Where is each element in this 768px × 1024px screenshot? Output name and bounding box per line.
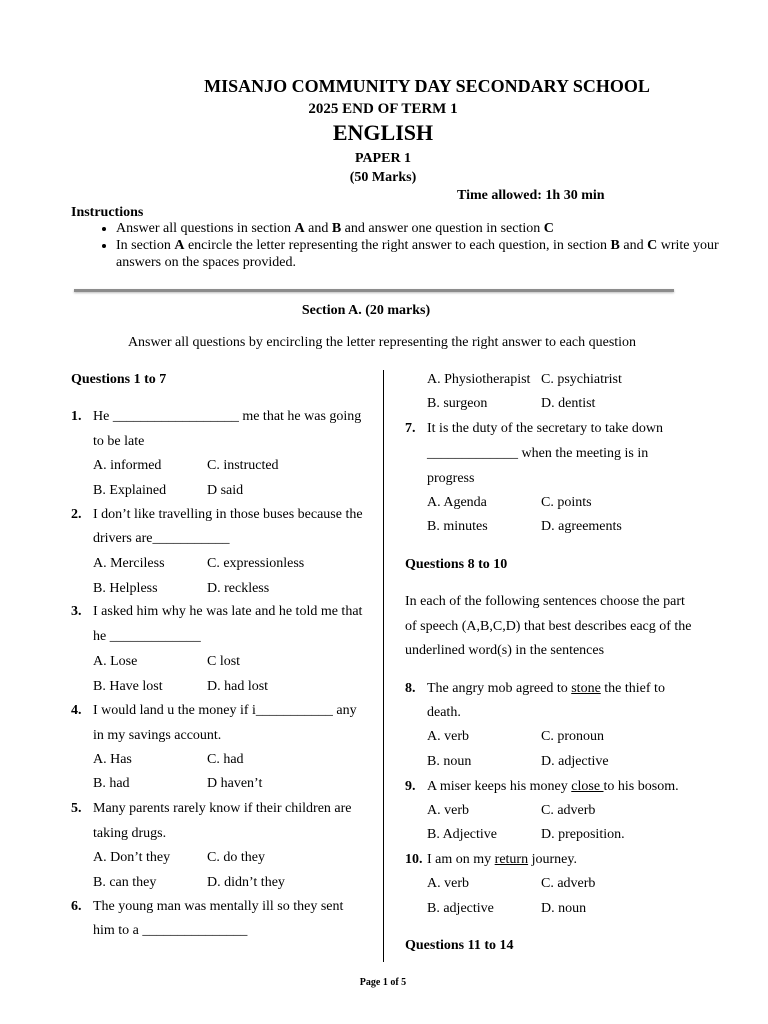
option-d: D. noun bbox=[541, 901, 587, 916]
option-d: D. reckless bbox=[207, 581, 270, 596]
option-c: C. had bbox=[207, 752, 244, 767]
option-d: D. preposition. bbox=[541, 827, 625, 842]
option-d: D. didn’t they bbox=[207, 875, 285, 890]
option-c: C. adverb bbox=[541, 803, 596, 818]
question-text: The young man was mentally ill so they sent bbox=[93, 899, 344, 914]
question-number: 8. bbox=[405, 681, 416, 696]
option-c: C. pronoun bbox=[541, 729, 604, 744]
question-text: He __________________ me that he was going bbox=[93, 409, 362, 424]
column-divider bbox=[383, 370, 384, 962]
questions-heading: Questions 1 to 7 bbox=[71, 372, 167, 387]
option-b: B. minutes bbox=[427, 519, 488, 534]
option-c: C. adverb bbox=[541, 876, 596, 891]
option-c: C. do they bbox=[207, 850, 265, 865]
question-text: The angry mob agreed to stone the thief to bbox=[427, 681, 665, 696]
underlined-word: return bbox=[494, 852, 529, 867]
question-number: 10. bbox=[405, 852, 423, 867]
option-a: A. Agenda bbox=[427, 495, 487, 510]
page-number: Page 1 of 5 bbox=[359, 977, 407, 988]
question-number: 5. bbox=[71, 801, 82, 816]
option-a: A. verb bbox=[427, 876, 469, 891]
option-d: D. dentist bbox=[541, 396, 596, 411]
question-text: I would land u the money if i___________ any bbox=[93, 703, 357, 718]
option-a: A. verb bbox=[427, 803, 469, 818]
option-c: C. points bbox=[541, 495, 592, 510]
option-d: D haven’t bbox=[207, 776, 263, 791]
option-a: A. Physiotherapist bbox=[427, 372, 531, 387]
instructions-heading: Instructions bbox=[71, 205, 144, 220]
option-b: B. Explained bbox=[93, 483, 167, 498]
option-c: C. psychiatrist bbox=[541, 372, 622, 387]
question-number: 7. bbox=[405, 421, 416, 436]
horizontal-rule bbox=[74, 289, 674, 292]
question-text: Many parents rarely know if their children are bbox=[93, 801, 352, 816]
option-b: B. Have lost bbox=[93, 679, 163, 694]
question-text: taking drugs. bbox=[93, 826, 167, 841]
instruction-item: • Answer all questions in section A and B and answer one question in section C bbox=[116, 220, 736, 237]
section-a-instruction: Answer all questions by encircling the letter representing the right answer to each question bbox=[127, 335, 637, 350]
section-intro: underlined word(s) in the sentences bbox=[405, 643, 605, 658]
option-d: D. agreements bbox=[541, 519, 622, 534]
option-a: A. Has bbox=[93, 752, 132, 767]
option-b: B. adjective bbox=[427, 901, 494, 916]
instructions-list bbox=[71, 220, 736, 271]
option-a: A. Lose bbox=[93, 654, 138, 669]
option-b: B. noun bbox=[427, 754, 472, 769]
underlined-word: close bbox=[571, 779, 604, 794]
question-number: 3. bbox=[71, 604, 82, 619]
instruction-item: • In section A encircle the letter representing the right answer to each question, in section B and C write your answers on the spaces provided. bbox=[116, 237, 736, 271]
paper-number: PAPER 1 bbox=[354, 151, 412, 166]
option-a: A. Don’t they bbox=[93, 850, 171, 865]
question-number: 2. bbox=[71, 507, 82, 522]
question-text: in my savings account. bbox=[93, 728, 222, 743]
option-b: B. Adjective bbox=[427, 827, 497, 842]
question-number: 6. bbox=[71, 899, 82, 914]
questions-heading: Questions 8 to 10 bbox=[405, 557, 508, 572]
option-a: A. Merciless bbox=[93, 556, 165, 571]
question-text: I don’t like travelling in those buses because the bbox=[93, 507, 363, 522]
questions-heading: Questions 11 to 14 bbox=[405, 938, 514, 953]
school-name: MISANJO COMMUNITY DAY SECONDARY SCHOOL bbox=[204, 76, 650, 96]
option-c: C. instructed bbox=[207, 458, 279, 473]
section-intro: of speech (A,B,C,D) that best describes eacg of the bbox=[405, 619, 692, 634]
section-intro: In each of the following sentences choose the part bbox=[405, 594, 685, 609]
option-b: B. surgeon bbox=[427, 396, 488, 411]
option-b: B. Helpless bbox=[93, 581, 158, 596]
option-c: C lost bbox=[207, 654, 241, 669]
question-text: to be late bbox=[93, 434, 145, 449]
question-text: death. bbox=[427, 705, 461, 720]
question-text: progress bbox=[427, 471, 475, 486]
question-number: 9. bbox=[405, 779, 416, 794]
question-text: him to a _______________ bbox=[93, 923, 248, 938]
question-number: 1. bbox=[71, 409, 82, 424]
option-d: D said bbox=[207, 483, 244, 498]
question-text: _____________ when the meeting is in bbox=[427, 446, 649, 461]
option-d: D. had lost bbox=[207, 679, 269, 694]
time-allowed: Time allowed: 1h 30 min bbox=[457, 188, 605, 203]
exam-term: 2025 END OF TERM 1 bbox=[308, 101, 458, 117]
question-text: I am on my return journey. bbox=[427, 852, 577, 867]
subject-title: ENGLISH bbox=[332, 120, 434, 145]
underlined-word: stone bbox=[571, 681, 601, 696]
total-marks: (50 Marks) bbox=[349, 170, 417, 185]
section-a-title: Section A. (20 marks) bbox=[301, 303, 431, 318]
option-b: B. can they bbox=[93, 875, 157, 890]
option-c: C. expressionless bbox=[207, 556, 305, 571]
question-text: I asked him why he was late and he told me that bbox=[93, 604, 363, 619]
option-a: A. verb bbox=[427, 729, 469, 744]
option-b: B. had bbox=[93, 776, 130, 791]
question-text: A miser keeps his money close to his bosom. bbox=[427, 779, 679, 794]
question-text: drivers are___________ bbox=[93, 531, 230, 546]
option-d: D. adjective bbox=[541, 754, 609, 769]
question-number: 4. bbox=[71, 703, 82, 718]
question-text: It is the duty of the secretary to take down bbox=[427, 421, 663, 436]
question-text: he _____________ bbox=[93, 629, 201, 644]
option-a: A. informed bbox=[93, 458, 162, 473]
